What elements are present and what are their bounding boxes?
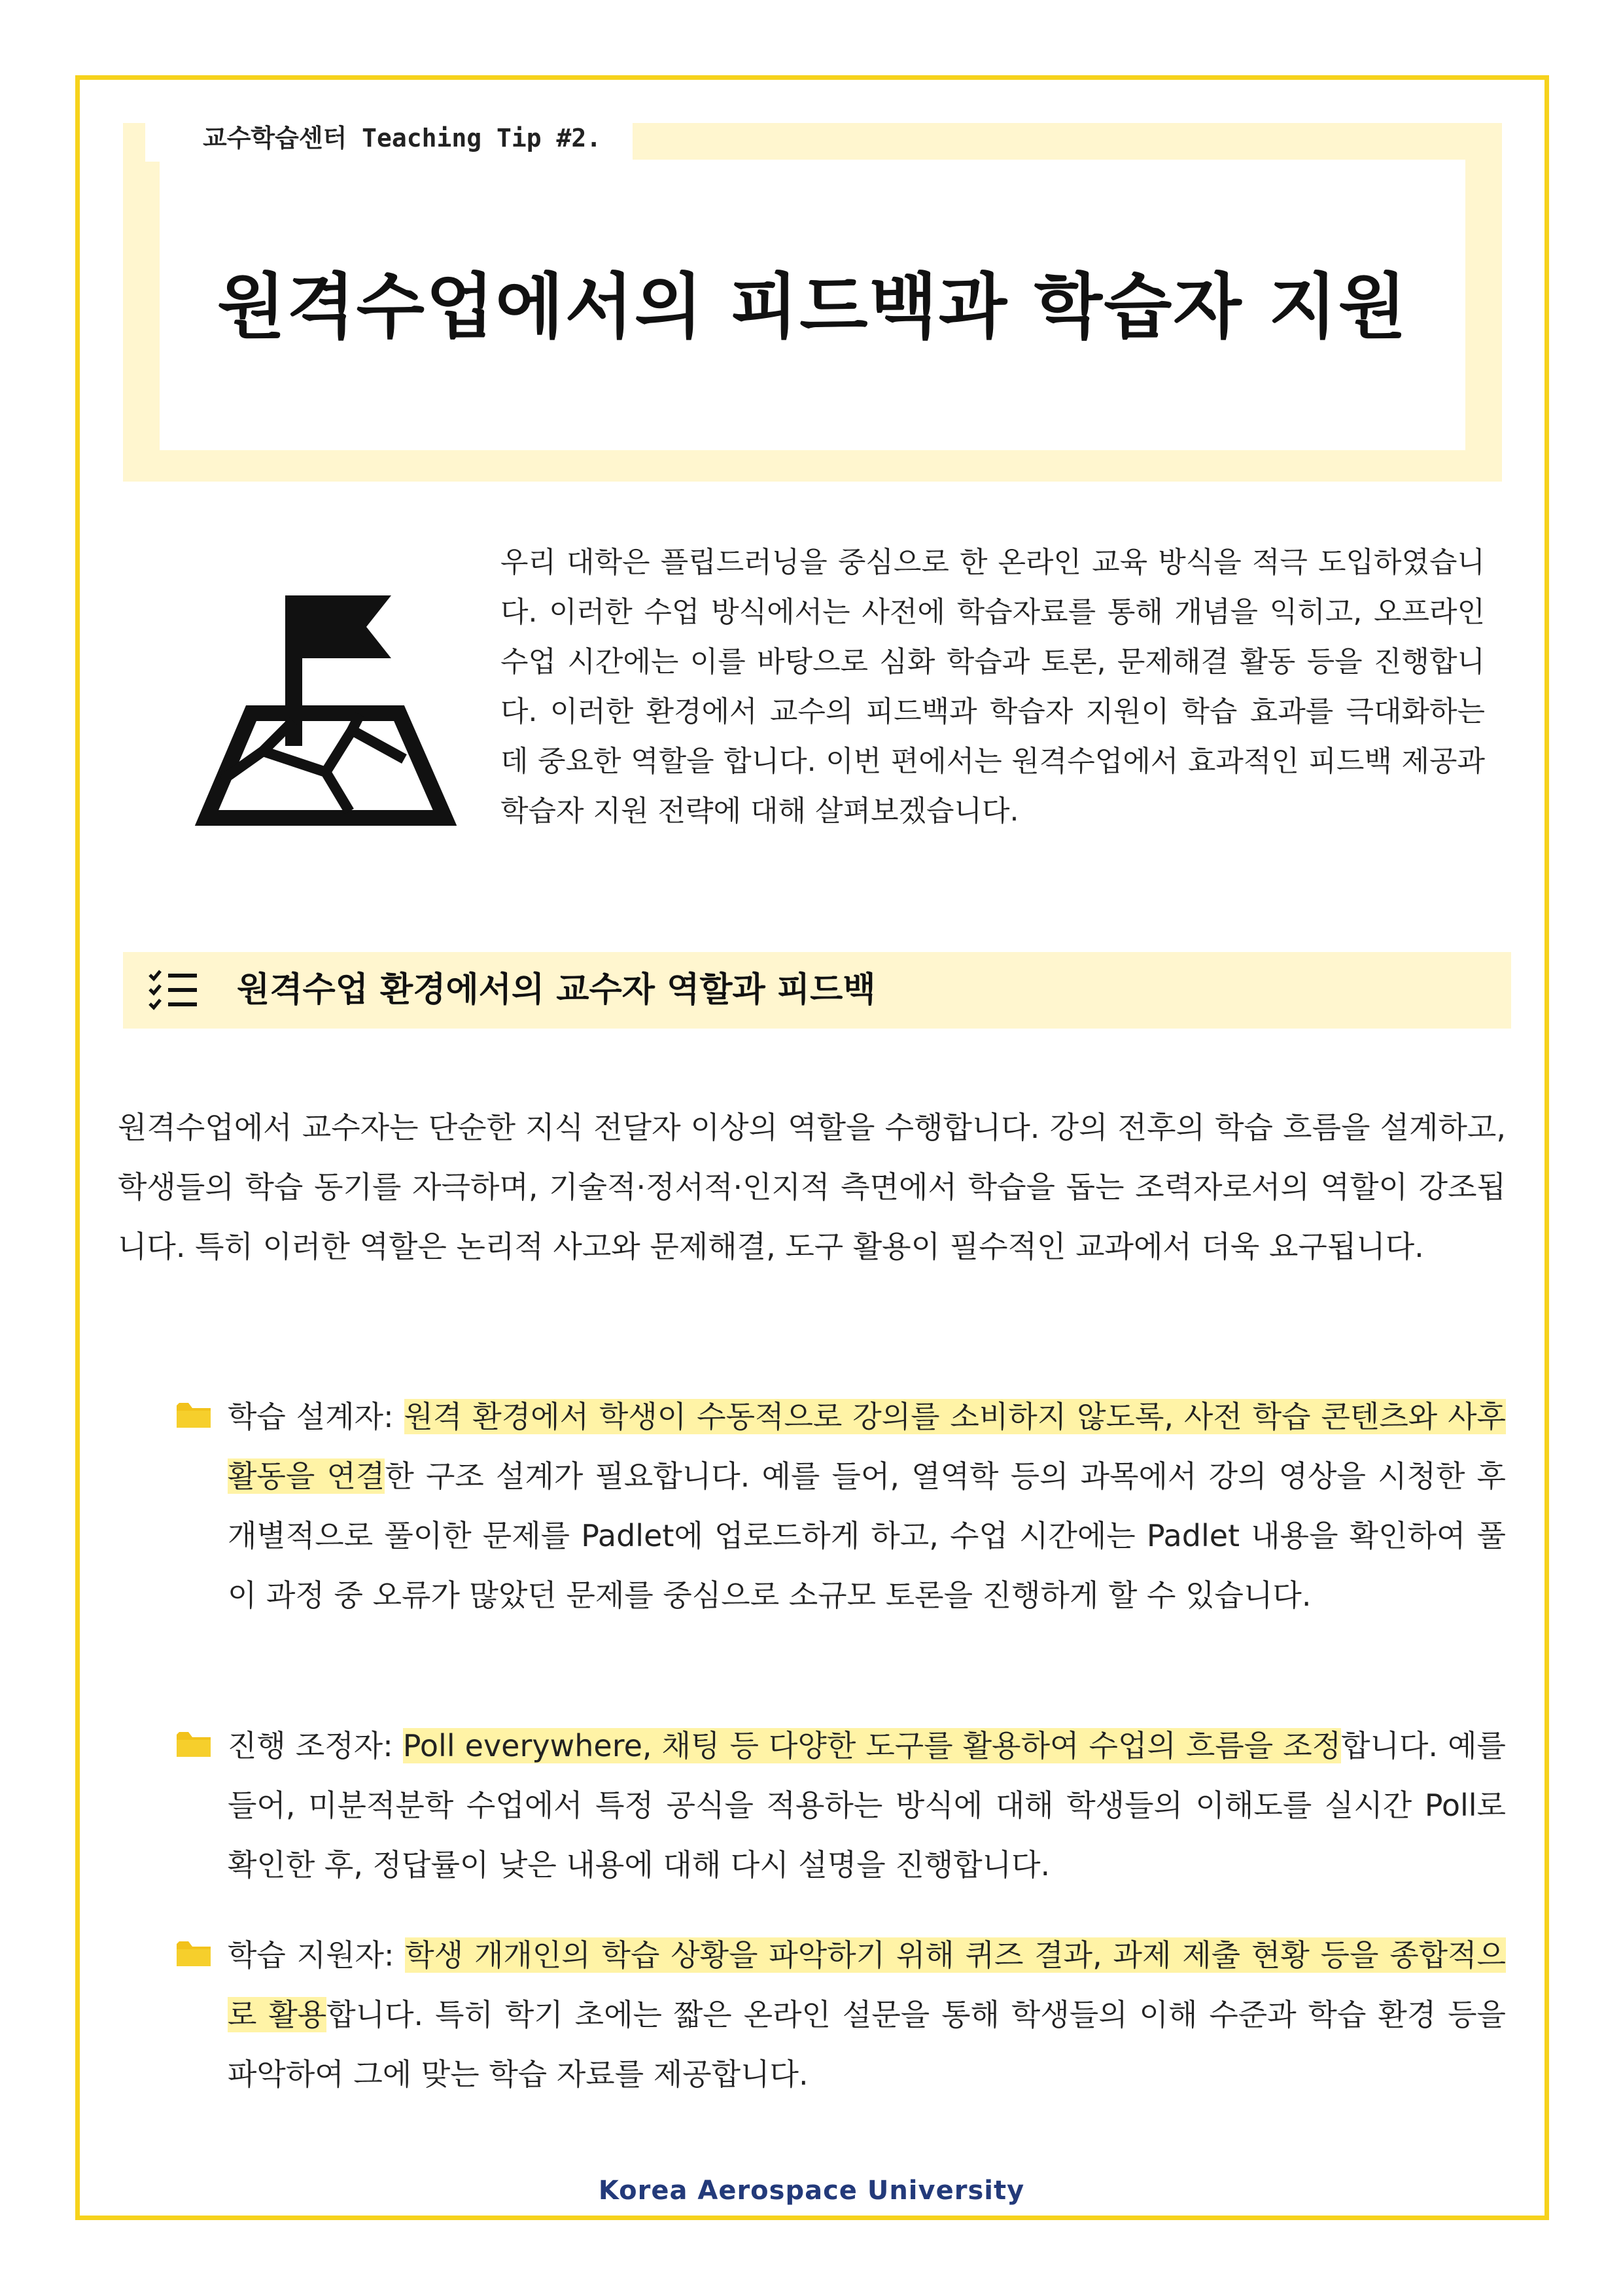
bullet-label: 진행 조정자: — [228, 1728, 403, 1763]
bullet-label: 학습 설계자: — [228, 1399, 404, 1434]
checklist-icon — [147, 970, 200, 1012]
bullet-item-learning-designer — [177, 1387, 1506, 1625]
bullet-item-progress-coordinator — [177, 1716, 1506, 1895]
teaching-tip-label: 교수학습센터 Teaching Tip #2. — [145, 115, 633, 162]
flag-on-map-icon — [195, 576, 457, 838]
section-title: 원격수업 환경에서의 교수자 역할과 피드백 — [237, 970, 876, 1010]
folder-icon — [177, 1731, 211, 1757]
bullet-text — [228, 1716, 1506, 1895]
folder-icon — [177, 1402, 211, 1428]
bullet-text — [228, 1926, 1506, 2104]
bullet-highlight: Poll everywhere, 채팅 등 다양한 도구를 활용하여 수업의 흐름을 조정 — [402, 1728, 1342, 1763]
bullet-highlight: 학생 개개인의 학습 상황을 파악하기 위해 퀴즈 결과, 과제 제출 현황 등을 종합적으로 활용 — [228, 1937, 1506, 2032]
bullet-rest: 한 구조 설계가 필요합니다. 예를 들어, 열역학 등의 과목에서 강의 영상을 시청한 후 개별적으로 풀이한 문제를 Padlet에 업로드하게 하고, 수업 시간에는 Padlet 내용을 확인하여 풀이 과정 중 오류가 많았던 문제를 중심으로 소규모 토론을 진행하게 할 수 있습니다. — [228, 1458, 1506, 1613]
bullet-text — [228, 1387, 1506, 1625]
page-title: 원격수업에서의 피드백과 학습자 지원 — [217, 266, 1408, 348]
footer-university-name: Korea Aerospace University — [598, 2176, 1025, 2206]
body-paragraph: 원격수업에서 교수자는 단순한 지식 전달자 이상의 역할을 수행합니다. 강의 전후의 학습 흐름을 설계하고, 학생들의 학습 동기를 자극하며, 기술적·정서적·인지적 측면에서 학습을 돕는 조력자로서의 역할이 강조됩니다. 특히 이러한 역할은 논리적 사고와 문제해결, 도구 활용이 필수적인 교과에서 더욱 요구됩니다. — [118, 1110, 1506, 1264]
bullet-highlight: 원격 환경에서 학생이 수동적으로 강의를 소비하지 않도록, 사전 학습 콘텐츠와 사후 활동을 연결 — [228, 1399, 1506, 1494]
bullet-label: 학습 지원자: — [228, 1937, 406, 1973]
folder-icon — [177, 1940, 211, 1966]
bullet-item-learning-supporter — [177, 1926, 1506, 2104]
intro-paragraph: 우리 대학은 플립드러닝을 중심으로 한 온라인 교육 방식을 적극 도입하였습니다. 이러한 수업 방식에서는 사전에 학습자료를 통해 개념을 익히고, 오프라인 수업 시간에는 이를 바탕으로 심화 학습과 토론, 문제해결 활동 등을 진행합니다. 이러한 환경에서 교수의 피드백과 학습자 지원이 학습 효과를 극대화하는 데 중요한 역할을 합니다. 이번 편에서는 원격수업에서 효과적인 피드백 제공과 학습자 지원 전략에 대해 살펴보겠습니다. — [500, 546, 1486, 828]
bullet-rest: 합니다. 특히 학기 초에는 짧은 온라인 설문을 통해 학생들의 이해 수준과 학습 환경 등을 파악하여 그에 맞는 학습 자료를 제공합니다. — [228, 1997, 1506, 2092]
bullet-rest: 합니다. 예를 들어, 미분적분학 수업에서 특정 공식을 적용하는 방식에 대해 학생들의 이해도를 실시간 Poll로 확인한 후, 정답률이 낮은 내용에 대해 다시 설명을 진행합니다. — [228, 1728, 1506, 1882]
